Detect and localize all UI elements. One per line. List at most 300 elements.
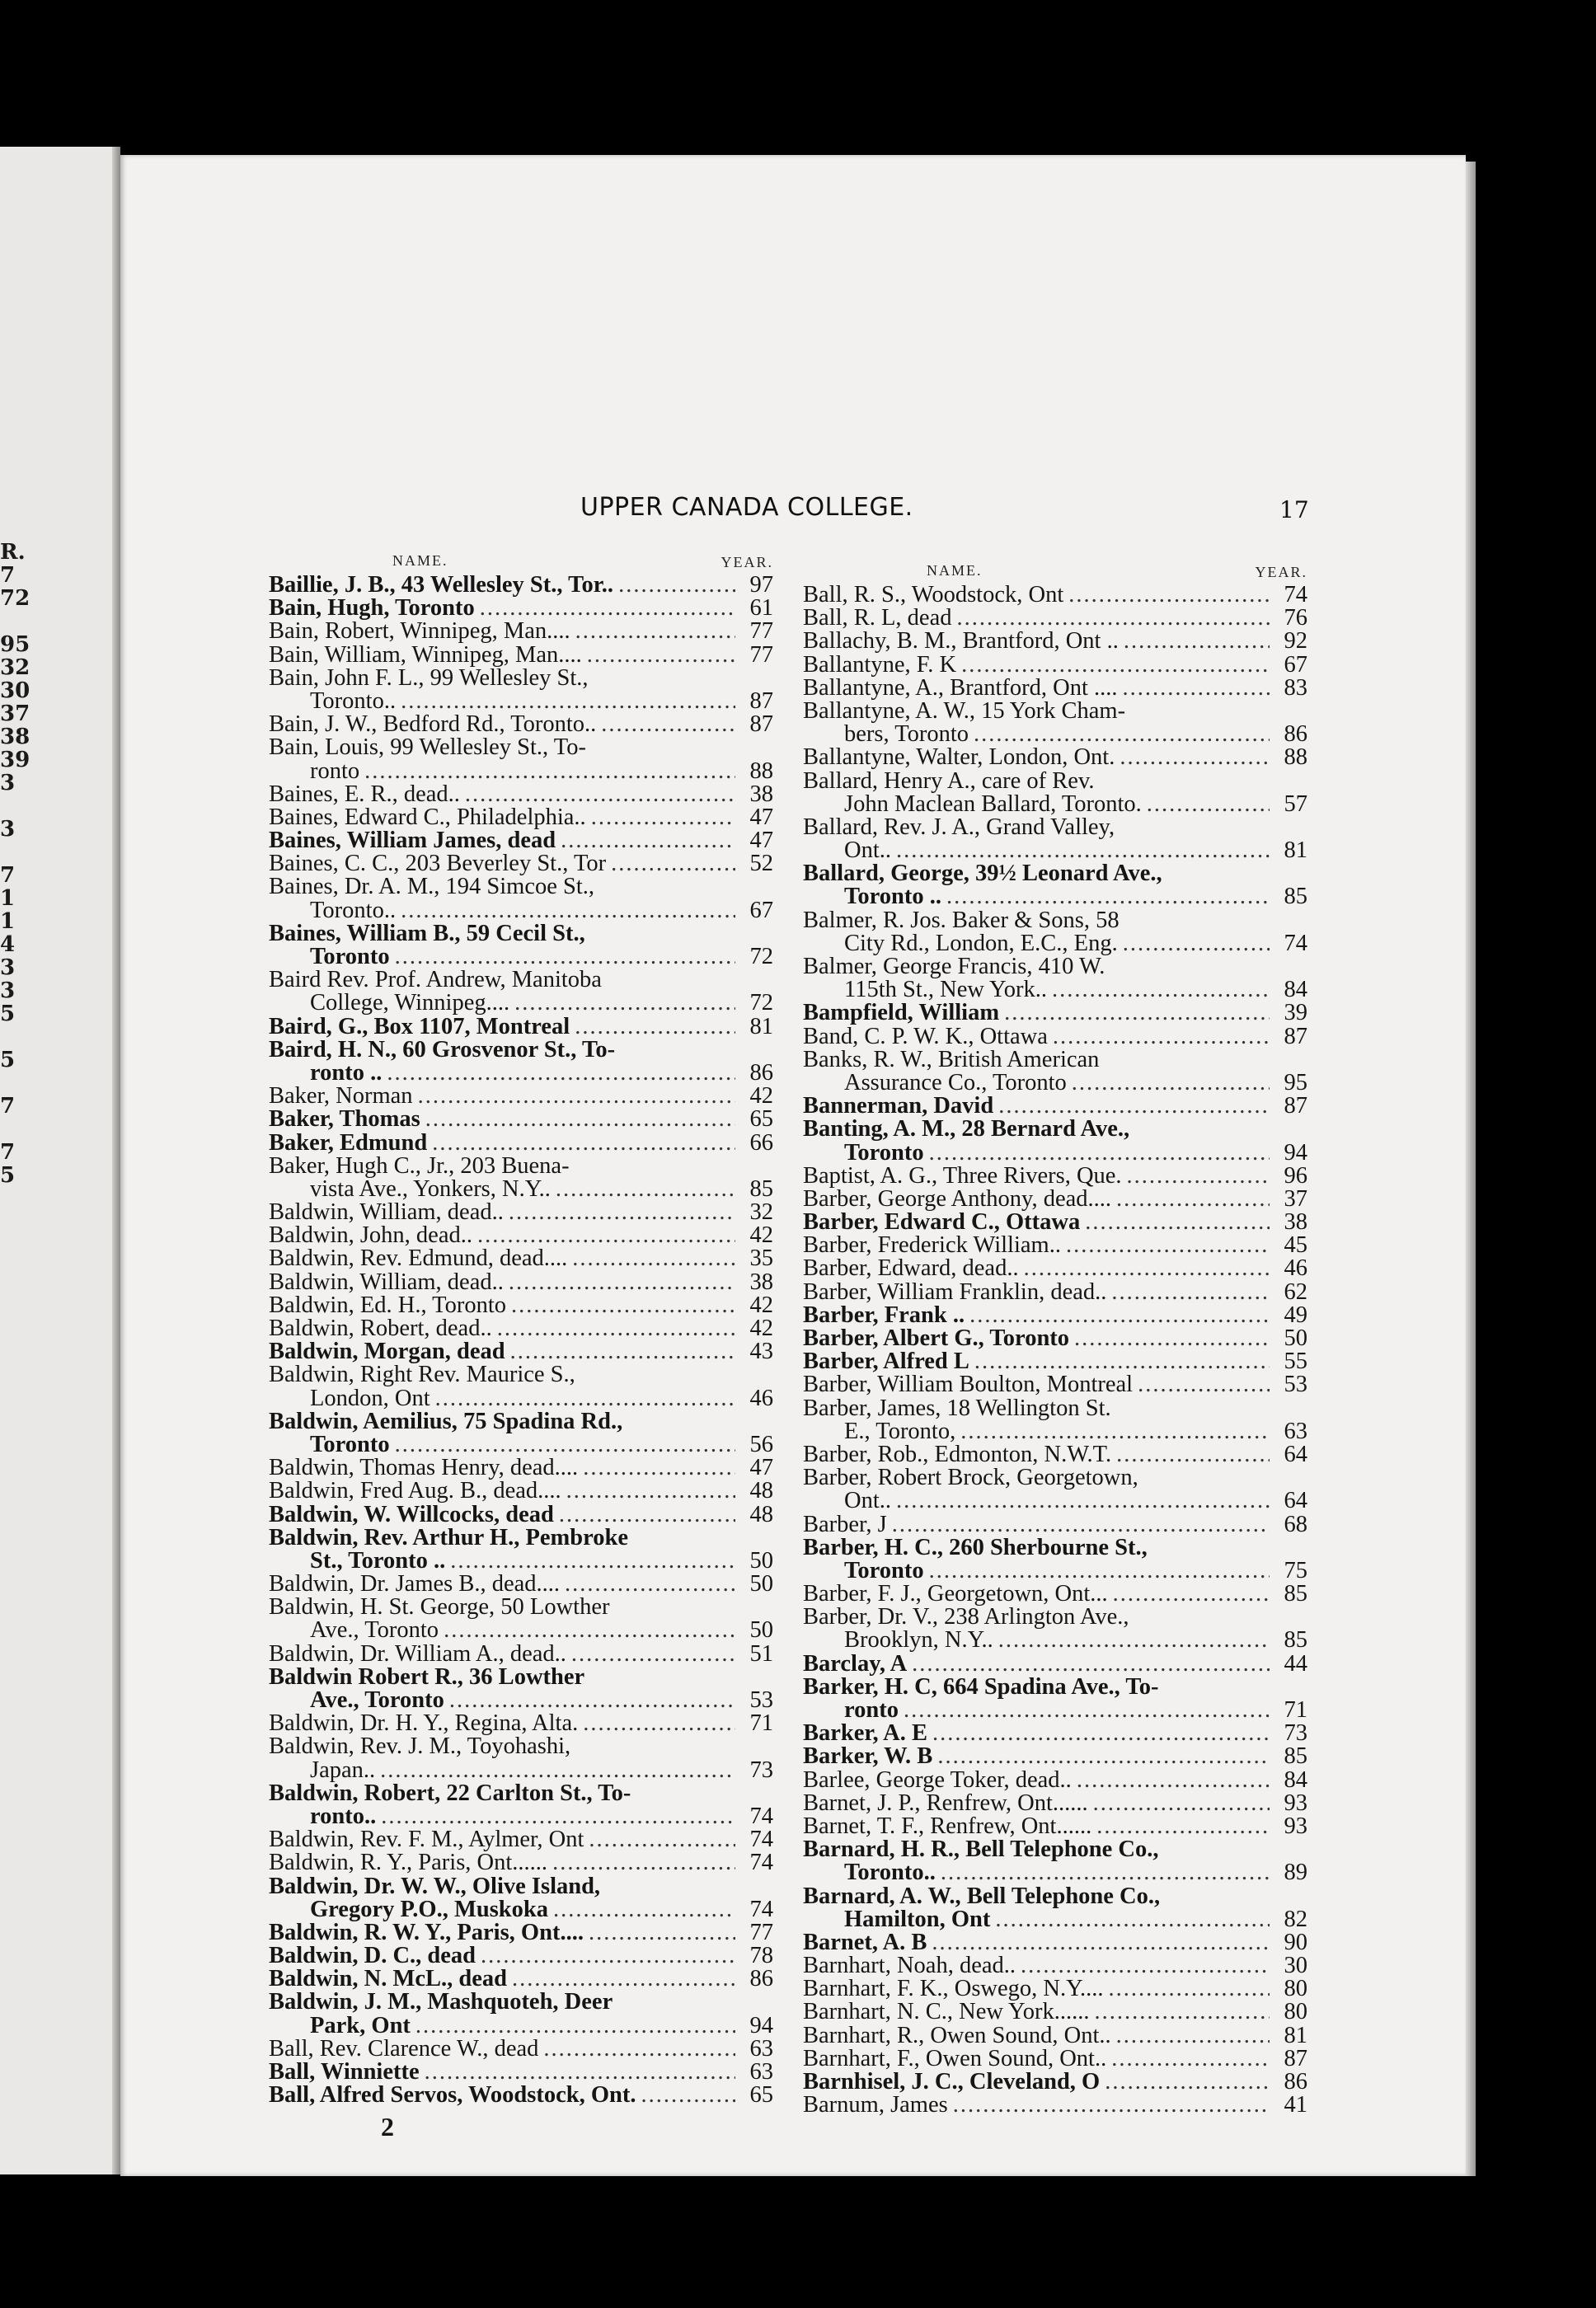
entry-line bbox=[803, 1766, 1307, 1793]
entry-line bbox=[803, 1673, 1307, 1700]
leader-dots bbox=[512, 1968, 735, 1991]
entry-year: 84 bbox=[1284, 977, 1307, 1003]
entry-year: 76 bbox=[1284, 605, 1307, 631]
entry-line bbox=[803, 2071, 1307, 2094]
entry-year: 61 bbox=[749, 595, 773, 622]
entry-text: Barnhart, R., Owen Sound, Ont.. bbox=[803, 2022, 1111, 2048]
entry-line bbox=[803, 1977, 1307, 2001]
leader-dots bbox=[418, 1085, 735, 1108]
register-entry bbox=[269, 1944, 773, 1968]
register-entry bbox=[269, 1129, 773, 1156]
register-entry bbox=[269, 1663, 773, 1713]
entry-year: 42 bbox=[749, 1083, 773, 1109]
leader-dots bbox=[364, 760, 735, 783]
name-column-heading: NAME. bbox=[927, 562, 983, 579]
entry-line bbox=[269, 852, 773, 875]
leader-dots bbox=[444, 1619, 735, 1642]
register-entry bbox=[269, 574, 773, 597]
entry-text: vista Ave., Yonkers, N.Y.. bbox=[310, 1175, 551, 1202]
entry-line bbox=[803, 1211, 1307, 1234]
entry-text: Baldwin, R. W. Y., Paris, Ont.... bbox=[269, 1919, 584, 1945]
leader-dots bbox=[395, 1433, 735, 1457]
entry-text: Ave., Toronto bbox=[310, 1617, 439, 1644]
entry-text: Barnum, James bbox=[803, 2092, 948, 2118]
register-entry bbox=[269, 1712, 773, 1735]
entry-line bbox=[269, 1828, 773, 1851]
entry-text: Baker, Hugh C., Jr., 203 Buena- bbox=[269, 1152, 570, 1179]
entry-year: 42 bbox=[749, 1316, 773, 1341]
entry-text: Baldwin, Dr. W. W., Olive Island, bbox=[269, 1873, 601, 1899]
register-entry bbox=[269, 922, 773, 969]
leader-dots bbox=[480, 597, 735, 620]
sliver-digit: 7 bbox=[0, 563, 16, 588]
register-entry bbox=[803, 674, 1307, 701]
entry-line bbox=[803, 816, 1307, 839]
entry-continuation-line bbox=[803, 885, 1307, 908]
entry-text: Baldwin, Rev. J. M., Toyohashi, bbox=[269, 1733, 571, 1760]
register-entry bbox=[803, 2094, 1307, 2117]
entry-line bbox=[269, 829, 773, 852]
entry-year: 81 bbox=[1284, 2022, 1307, 2048]
register-entry bbox=[269, 1875, 773, 1921]
name-column-heading: NAME. bbox=[392, 552, 448, 569]
leader-dots bbox=[1052, 978, 1270, 1002]
page-right-edge bbox=[1466, 162, 1476, 2176]
entry-year: 47 bbox=[749, 828, 773, 854]
entry-line bbox=[803, 1118, 1307, 1141]
entry-text: Balmer, George Francis, 410 W. bbox=[803, 954, 1105, 979]
sliver-digit: 95 bbox=[0, 632, 31, 657]
entry-year: 71 bbox=[1284, 1697, 1307, 1723]
entry-year: 92 bbox=[1284, 628, 1307, 654]
entry-text: Baird, H. N., 60 Grosvenor St., To- bbox=[269, 1036, 616, 1063]
entry-line bbox=[803, 1745, 1307, 1768]
entry-text: ronto bbox=[310, 758, 360, 784]
register-entry bbox=[269, 2035, 773, 2062]
entry-line bbox=[269, 1480, 773, 1503]
entry-text: Baldwin Robert R., 36 Lowther bbox=[269, 1663, 585, 1690]
leader-dots bbox=[892, 1513, 1270, 1536]
entry-line bbox=[269, 1129, 773, 1156]
leader-dots bbox=[401, 899, 735, 922]
entry-text: Barber, Rob., Edmonton, N.W.T. bbox=[803, 1441, 1112, 1467]
entry-year: 56 bbox=[749, 1431, 773, 1457]
leader-dots bbox=[435, 1387, 735, 1410]
entry-line bbox=[803, 1373, 1307, 1396]
entry-line bbox=[269, 1524, 773, 1550]
register-entry bbox=[803, 1931, 1307, 1954]
entry-continuation-line bbox=[269, 945, 773, 969]
entry-text: Ball, R. L, dead bbox=[803, 605, 952, 631]
register-entry bbox=[269, 1503, 773, 1527]
entry-line bbox=[803, 1722, 1307, 1745]
entry-text: ronto .. bbox=[310, 1059, 383, 1086]
leader-dots bbox=[432, 1132, 735, 1155]
entry-line bbox=[269, 1340, 773, 1363]
entry-text: Baptist, A. G., Three Rivers, Que. bbox=[803, 1162, 1122, 1189]
entry-year: 87 bbox=[1284, 2045, 1307, 2071]
leader-dots bbox=[974, 723, 1270, 746]
entry-line bbox=[269, 806, 773, 829]
leader-dots bbox=[912, 1653, 1270, 1676]
leader-dots bbox=[552, 1851, 735, 1874]
entry-text: Toronto bbox=[310, 1431, 390, 1457]
register-entry bbox=[269, 1363, 773, 1410]
entry-line bbox=[269, 1663, 773, 1690]
sliver-digit bbox=[0, 795, 18, 818]
leader-dots bbox=[1116, 1443, 1270, 1466]
entry-year: 30 bbox=[1284, 1953, 1307, 1979]
leader-dots bbox=[896, 1489, 1270, 1513]
entry-continuation-line bbox=[269, 1387, 773, 1410]
leader-dots bbox=[941, 1861, 1270, 1884]
register-entry bbox=[269, 1851, 773, 1874]
entry-year: 63 bbox=[1284, 1418, 1307, 1444]
sliver-digit: 5 bbox=[0, 1002, 16, 1026]
register-entry bbox=[803, 1002, 1307, 1025]
leader-dots bbox=[956, 607, 1270, 630]
entry-continuation-line bbox=[803, 1139, 1307, 1166]
entry-line bbox=[803, 1583, 1307, 1606]
register-entry bbox=[269, 1108, 773, 1131]
register-entry bbox=[803, 909, 1307, 955]
entry-year: 90 bbox=[1284, 1929, 1307, 1955]
entry-line bbox=[803, 1838, 1307, 1861]
entry-year: 85 bbox=[749, 1175, 773, 1202]
register-entry bbox=[803, 1162, 1307, 1189]
entry-line bbox=[269, 1363, 773, 1386]
entry-continuation-line bbox=[269, 1433, 773, 1457]
sliver-digit bbox=[0, 841, 18, 864]
entry-continuation-line bbox=[269, 1898, 773, 1921]
right-column-header bbox=[803, 561, 1307, 584]
entry-year: 48 bbox=[749, 1501, 773, 1527]
leader-dots bbox=[477, 1224, 735, 1247]
entry-year: 86 bbox=[1284, 2069, 1307, 2095]
leader-dots bbox=[896, 839, 1270, 862]
entry-line bbox=[803, 674, 1307, 701]
register-entry bbox=[269, 1247, 773, 1270]
entry-line bbox=[803, 1606, 1307, 1629]
leader-dots bbox=[566, 1480, 735, 1503]
entry-year: 72 bbox=[749, 990, 773, 1016]
entry-text: Ballantyne, Walter, London, Ont. bbox=[803, 744, 1115, 771]
entry-line bbox=[269, 783, 773, 806]
entry-line bbox=[269, 1294, 773, 1317]
entry-year: 62 bbox=[1284, 1278, 1307, 1305]
leader-dots bbox=[387, 1062, 735, 1085]
entry-year: 49 bbox=[1284, 1302, 1307, 1328]
entry-line bbox=[803, 767, 1307, 794]
entry-text: Banks, R. W., British American bbox=[803, 1046, 1100, 1072]
entry-text: Banting, A. M., 28 Bernard Ave., bbox=[803, 1116, 1130, 1142]
entry-line bbox=[803, 1397, 1307, 1420]
entry-text: Barnhart, F. K., Oswego, N.Y.... bbox=[803, 1976, 1104, 2002]
leader-dots bbox=[425, 1108, 735, 1131]
entry-year: 39 bbox=[1284, 1000, 1307, 1026]
register-entry bbox=[269, 620, 773, 643]
entry-continuation-line bbox=[269, 760, 773, 783]
register-entry bbox=[803, 1513, 1307, 1536]
register-entry bbox=[269, 2084, 773, 2107]
register-entry bbox=[269, 875, 773, 922]
register-entry bbox=[803, 1838, 1307, 1884]
leader-dots bbox=[583, 1457, 735, 1480]
entry-text: bers, Toronto bbox=[844, 721, 969, 748]
entry-text: Baird Rev. Prof. Andrew, Manitoba bbox=[269, 967, 602, 993]
leader-dots bbox=[1085, 1211, 1270, 1234]
register-entry bbox=[803, 1185, 1307, 1212]
register-entry bbox=[803, 651, 1307, 678]
entry-continuation-line bbox=[269, 2012, 773, 2038]
entry-year: 73 bbox=[1284, 1720, 1307, 1747]
leader-dots bbox=[1068, 584, 1270, 607]
entry-year: 78 bbox=[749, 1943, 773, 1969]
leader-dots bbox=[583, 1712, 735, 1735]
leader-dots bbox=[969, 1304, 1270, 1327]
entry-line bbox=[269, 922, 773, 945]
entry-year: 87 bbox=[749, 687, 773, 714]
entry-line bbox=[803, 697, 1307, 724]
entry-continuation-line bbox=[803, 723, 1307, 746]
entry-text: Barber, F. J., Georgetown, Ont... bbox=[803, 1581, 1108, 1607]
leader-dots bbox=[465, 783, 735, 806]
leader-dots bbox=[946, 885, 1270, 908]
register-entry bbox=[269, 1036, 773, 1086]
entry-text: Barber, Frank .. bbox=[803, 1302, 965, 1328]
register-entry bbox=[269, 2061, 773, 2084]
register-entry bbox=[803, 1397, 1307, 1443]
leader-dots bbox=[618, 574, 735, 597]
leader-dots bbox=[511, 1294, 735, 1317]
entry-line bbox=[803, 1234, 1307, 1257]
register-entry bbox=[269, 1968, 773, 1991]
entry-text: Baldwin, Ed. H., Toronto bbox=[269, 1292, 507, 1318]
entry-continuation-line bbox=[803, 1861, 1307, 1884]
register-entry bbox=[803, 1977, 1307, 2001]
entry-continuation-line bbox=[803, 978, 1307, 1002]
leader-dots bbox=[1105, 2071, 1270, 2094]
entry-continuation-line bbox=[803, 1908, 1307, 1931]
leader-dots bbox=[961, 654, 1270, 677]
entry-text: Barber, Frederick William.. bbox=[803, 1232, 1061, 1259]
register-entry bbox=[803, 697, 1307, 748]
entry-continuation-line bbox=[803, 932, 1307, 955]
entry-text: Toronto bbox=[310, 944, 390, 969]
leader-dots bbox=[641, 2084, 736, 2107]
register-entry bbox=[803, 2024, 1307, 2048]
entry-text: Gregory P.O., Muskoka bbox=[310, 1896, 548, 1922]
entry-continuation-line bbox=[803, 1420, 1307, 1443]
entry-text: St., Toronto .. bbox=[310, 1547, 446, 1574]
register-entry bbox=[269, 852, 773, 875]
leader-dots bbox=[401, 690, 735, 713]
entry-text: Barnhart, N. C., New York...... bbox=[803, 1999, 1090, 2025]
entry-year: 37 bbox=[1284, 1185, 1307, 1212]
entry-continuation-line bbox=[803, 839, 1307, 862]
entry-line bbox=[803, 955, 1307, 978]
entry-year: 35 bbox=[749, 1245, 773, 1272]
entry-year: 77 bbox=[749, 1919, 773, 1945]
leader-dots bbox=[575, 1016, 735, 1039]
entry-line bbox=[803, 1304, 1307, 1327]
entry-year: 43 bbox=[749, 1339, 773, 1365]
entry-line bbox=[803, 1002, 1307, 1025]
register-entry bbox=[803, 746, 1307, 769]
entry-year: 89 bbox=[1284, 1860, 1307, 1886]
entry-text: London, Ont bbox=[310, 1385, 430, 1411]
register-entry bbox=[269, 1480, 773, 1503]
entry-text: College, Winnipeg.... bbox=[310, 990, 510, 1016]
leader-dots bbox=[509, 1271, 735, 1294]
entry-text: Barber, James, 18 Wellington St. bbox=[803, 1395, 1111, 1421]
entry-text: Ballard, Rev. J. A., Grand Valley, bbox=[803, 814, 1115, 840]
leader-dots bbox=[1077, 1769, 1270, 1792]
entry-line bbox=[269, 1712, 773, 1735]
entry-line bbox=[803, 1792, 1307, 1815]
entry-year: 47 bbox=[749, 804, 773, 830]
leader-dots bbox=[497, 1317, 735, 1340]
sliver-digit bbox=[0, 1025, 18, 1048]
leader-dots bbox=[1074, 1327, 1270, 1350]
entry-year: 77 bbox=[749, 641, 773, 668]
entry-text: Ballantyne, F. K bbox=[803, 651, 957, 678]
register-entry bbox=[269, 713, 773, 736]
entry-text: Barber, Alfred L bbox=[803, 1349, 969, 1375]
leader-dots bbox=[543, 2038, 735, 2061]
running-title: UPPER CANADA COLLEGE. bbox=[580, 493, 913, 522]
entry-text: Barber, Edward, dead.. bbox=[803, 1255, 1019, 1282]
register-entry bbox=[803, 1443, 1307, 1466]
entry-line bbox=[803, 584, 1307, 607]
sliver-digit: 38 bbox=[0, 725, 31, 749]
entry-text: Baldwin, Rev. F. M., Aylmer, Ont bbox=[269, 1827, 584, 1853]
entry-continuation-line bbox=[803, 1699, 1307, 1722]
register-entry bbox=[269, 1410, 773, 1457]
sliver-digit bbox=[0, 1072, 18, 1095]
entry-text: Baldwin, N. McL., dead bbox=[269, 1966, 507, 1992]
entry-line bbox=[269, 1596, 773, 1619]
entry-text: Barker, A. E bbox=[803, 1720, 927, 1747]
register-entry bbox=[803, 1650, 1307, 1677]
leader-dots bbox=[589, 1921, 735, 1944]
register-entry bbox=[803, 2045, 1307, 2071]
previous-page-binding-shadow bbox=[112, 147, 120, 2174]
entry-text: Bain, Hugh, Toronto bbox=[269, 595, 475, 622]
register-entry bbox=[803, 1257, 1307, 1280]
sliver-digit: 3 bbox=[0, 817, 16, 842]
entry-text: Baldwin, W. Willcocks, dead bbox=[269, 1501, 554, 1527]
entry-year: 42 bbox=[749, 1292, 773, 1318]
entry-year: 45 bbox=[1284, 1232, 1307, 1259]
entry-text: Barnet, T. F., Renfrew, Ont...... bbox=[803, 1813, 1092, 1839]
register-entry bbox=[269, 969, 773, 1015]
register-entry bbox=[803, 1583, 1307, 1606]
entry-year: 81 bbox=[1284, 837, 1307, 864]
entry-line bbox=[269, 1503, 773, 1527]
entry-text: Bain, Louis, 99 Wellesley St., To- bbox=[269, 734, 586, 761]
entry-text: Barber, William Franklin, dead.. bbox=[803, 1278, 1107, 1305]
entry-year: 44 bbox=[1284, 1650, 1307, 1677]
leader-dots bbox=[556, 1178, 735, 1201]
register-entry bbox=[269, 1457, 773, 1480]
register-entry bbox=[269, 1524, 773, 1574]
register-entry bbox=[269, 1735, 773, 1781]
entry-year: 80 bbox=[1284, 1999, 1307, 2025]
entry-year: 87 bbox=[1284, 1023, 1307, 1049]
entry-continuation-line bbox=[269, 1547, 773, 1574]
entry-year: 48 bbox=[749, 1478, 773, 1504]
register-entry bbox=[803, 1350, 1307, 1373]
leader-dots bbox=[904, 1699, 1270, 1722]
entry-year: 93 bbox=[1284, 1790, 1307, 1816]
entry-line bbox=[803, 1257, 1307, 1280]
entry-text: Baines, E. R., dead.. bbox=[269, 781, 460, 807]
entry-line bbox=[269, 1317, 773, 1340]
entry-text: Hamilton, Ont bbox=[844, 1906, 991, 1932]
leader-dots bbox=[1093, 1792, 1270, 1815]
entry-text: Baldwin, Rev. Edmund, dead.... bbox=[269, 1245, 568, 1272]
leader-dots bbox=[998, 1095, 1270, 1118]
leader-dots bbox=[514, 992, 735, 1015]
entry-year: 65 bbox=[749, 2082, 773, 2109]
entry-year: 96 bbox=[1284, 1162, 1307, 1189]
register-entry bbox=[269, 664, 773, 714]
leader-dots bbox=[591, 806, 735, 829]
leader-dots bbox=[960, 1420, 1270, 1443]
entry-text: Barnard, A. W., Bell Telephone Co., bbox=[803, 1883, 1161, 1909]
entry-year: 38 bbox=[1284, 1209, 1307, 1236]
entry-line bbox=[269, 1851, 773, 1874]
entry-line bbox=[803, 1650, 1307, 1677]
entry-continuation-line bbox=[269, 992, 773, 1015]
leader-dots bbox=[395, 945, 735, 969]
leader-dots bbox=[611, 852, 735, 875]
entry-text: Toronto.. bbox=[310, 687, 397, 714]
entry-text: Barber, Robert Brock, Georgetown, bbox=[803, 1465, 1138, 1491]
entry-text: Barber, George Anthony, dead.... bbox=[803, 1185, 1112, 1212]
entry-year: 50 bbox=[749, 1617, 773, 1644]
entry-year: 85 bbox=[1284, 1581, 1307, 1607]
entry-continuation-line bbox=[269, 1175, 773, 1202]
entry-text: Baines, Edward C., Philadelphia.. bbox=[269, 804, 586, 830]
entry-year: 74 bbox=[749, 1896, 773, 1922]
register-entry bbox=[803, 1373, 1307, 1396]
entry-line bbox=[803, 2001, 1307, 2024]
entry-line bbox=[803, 1513, 1307, 1536]
register-entry bbox=[803, 1048, 1307, 1095]
leader-dots bbox=[929, 1560, 1270, 1583]
entry-line bbox=[269, 736, 773, 759]
leader-dots bbox=[1138, 1373, 1270, 1396]
sliver-digit: 72 bbox=[0, 586, 31, 611]
entry-year: 38 bbox=[749, 781, 773, 807]
entry-year: 53 bbox=[1284, 1372, 1307, 1398]
register-entry bbox=[803, 1327, 1307, 1350]
leader-dots bbox=[932, 1722, 1270, 1745]
register-entry bbox=[269, 806, 773, 829]
entry-text: Baker, Edmund bbox=[269, 1129, 428, 1156]
register-entry bbox=[803, 1745, 1307, 1768]
entry-text: Baines, Dr. A. M., 194 Simcoe St., bbox=[269, 874, 595, 900]
entry-text: Baldwin, R. Y., Paris, Ont...... bbox=[269, 1850, 548, 1876]
entry-year: 97 bbox=[749, 572, 773, 598]
leader-dots bbox=[561, 829, 735, 852]
entry-continuation-line bbox=[269, 1059, 773, 1086]
entry-text: Japan.. bbox=[310, 1757, 376, 1783]
entry-text: Toronto.. bbox=[310, 897, 397, 923]
entry-year: 50 bbox=[749, 1571, 773, 1597]
